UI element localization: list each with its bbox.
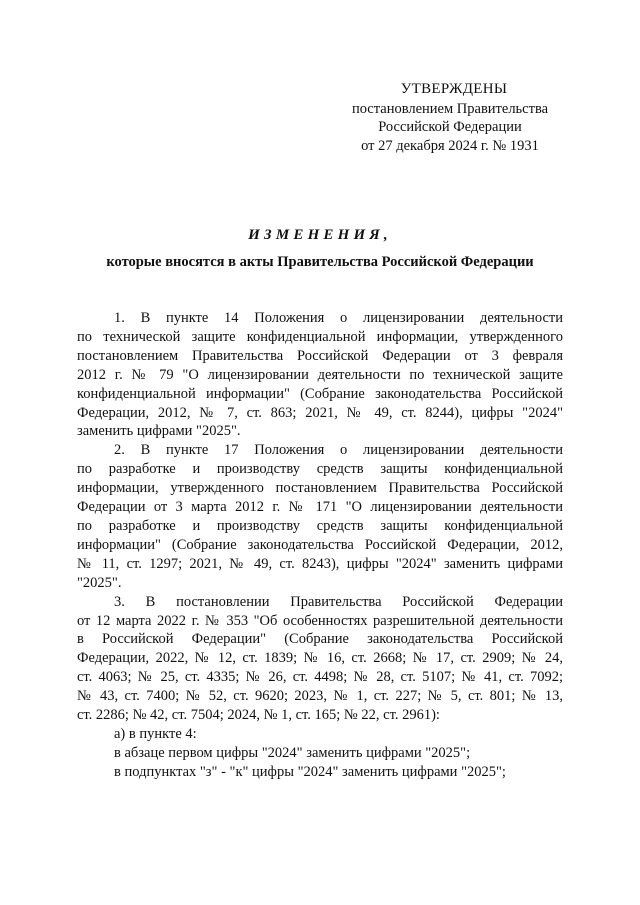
paragraph-line: а) в пункте 4:: [114, 725, 197, 742]
paragraph-line: "2025".: [77, 574, 122, 591]
paragraph-line: 2. В пункте 17 Положения о лицензировании деятельности: [114, 442, 563, 459]
paragraph-line: постановлением Правительства Российской Федерации от 3 февраля: [77, 347, 563, 364]
document-subtitle: которые вносятся в акты Правительства Российской Федерации: [106, 254, 534, 270]
paragraph-line: конфиденциальной информации" (Собрание законодательства Российской: [77, 385, 563, 402]
paragraph-line: в подпунктах "з" - "к" цифры "2024" заменить цифрами "2025";: [114, 763, 506, 780]
paragraph-line: Федерации от 3 марта 2012 г. № 171 "О лицензировании деятельности: [77, 499, 563, 516]
paragraph-line: заменить цифрами "2025".: [77, 423, 241, 440]
document-title: ИЗМЕНЕНИЯ,: [248, 227, 392, 243]
paragraph-line: № 43, ст. 7400; № 52, ст. 9620; 2023, № 1, ст. 227; № 5, ст. 801; № 13,: [77, 688, 563, 705]
paragraph-line: в абзаце первом цифры "2024" заменить цифрами "2025";: [114, 744, 471, 761]
paragraph-line: 1. В пункте 14 Положения о лицензировании деятельности: [114, 310, 563, 326]
paragraph-line: по технической защите конфиденциальной информации, утвержденного: [77, 328, 563, 345]
paragraph-line: ст. 4063; № 25, ст. 4335; № 26, ст. 4498; № 28, ст. 5107; № 41, ст. 7092;: [77, 669, 563, 686]
paragraph-line: 3. В постановлении Правительства Российской Федерации: [114, 593, 563, 610]
paragraph-line: Федерации, 2022, № 12, ст. 1839; № 16, ст. 2668; № 17, ст. 2909; № 24,: [77, 650, 563, 667]
approval-line: постановлением Правительства: [351, 100, 549, 117]
approval-line: от 27 декабря 2024 г. № 1931: [361, 137, 539, 154]
document-body: [77, 309, 563, 782]
approval-line: Российской Федерации: [378, 119, 522, 135]
paragraph-line: от 12 марта 2022 г. № 353 "Об особенностях разрешительной деятельности: [77, 612, 563, 629]
approval-title: УТВЕРЖДЕНЫ: [400, 81, 508, 97]
paragraph-line: Федерации, 2012, № 7, ст. 863; 2021, № 49, ст. 8244), цифры "2024": [77, 404, 563, 421]
paragraph-line: по разработке и производству средств защиты конфиденциальной: [77, 461, 563, 478]
paragraph-line: № 11, ст. 1297; 2021, № 49, ст. 8243), цифры "2024" заменить цифрами: [77, 555, 563, 572]
paragraph-line: ст. 2286; № 42, ст. 7504; 2024, № 1, ст. 165; № 22, ст. 2961):: [77, 707, 440, 724]
approval-stamp: [300, 80, 600, 155]
paragraph-line: информации" (Собрание законодательства Российской Федерации, 2012,: [77, 536, 563, 553]
paragraph-line: по разработке и производству средств защиты конфиденциальной: [77, 517, 563, 534]
paragraph-line: информации, утвержденного постановлением Правительства Российской: [77, 480, 563, 497]
paragraph-line: 2012 г. № 79 "О лицензировании деятельности по технической защите: [77, 366, 563, 383]
paragraph-line: в Российской Федерации" (Собрание законодательства Российской: [77, 631, 563, 648]
